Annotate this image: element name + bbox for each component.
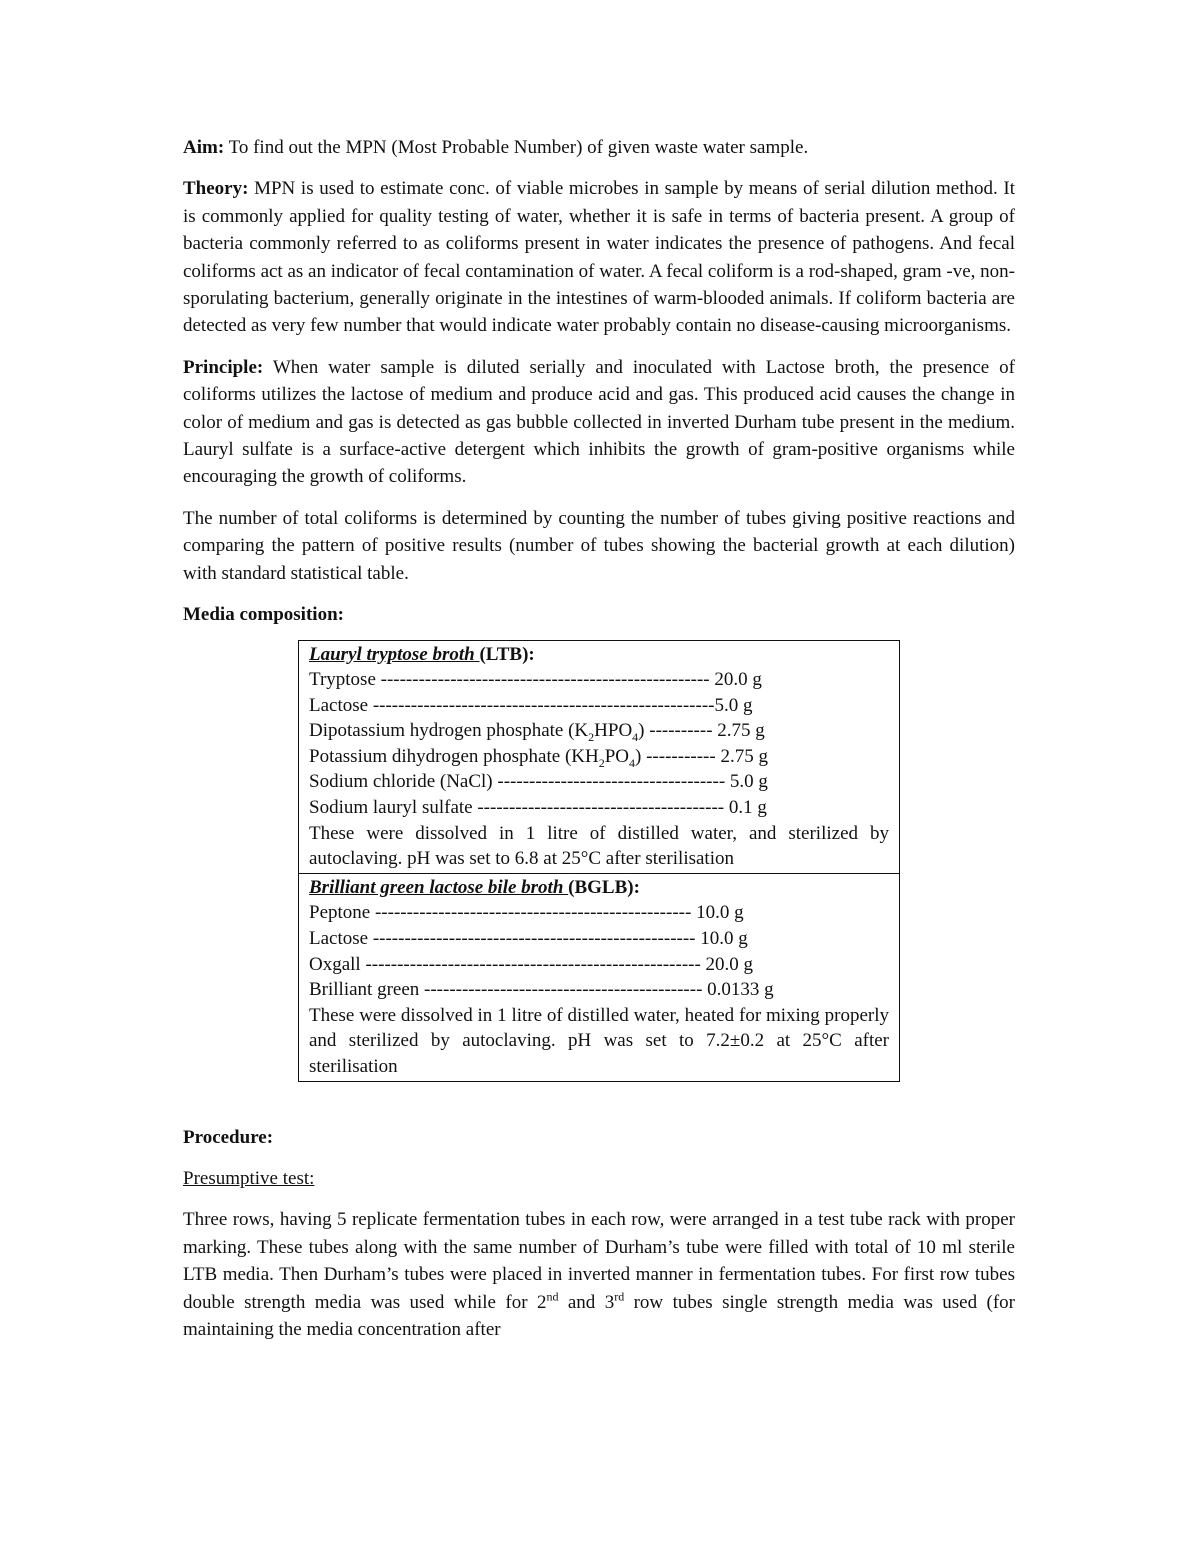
bglb-row-oxgall: Oxgall ----------------------------------------------------- 20.0 g bbox=[309, 953, 754, 975]
bglb-note: These were dissolved in 1 litre of distilled water, heated for mixing properly and sterilized by autoclaving. pH was set to 7.2±0.2 at 25°C after sterilisation bbox=[309, 1004, 889, 1077]
principle-label: Principle: bbox=[183, 356, 264, 378]
ltb-title bbox=[309, 642, 889, 668]
bglb-name: Brilliant green lactose bile broth bbox=[309, 876, 569, 898]
ltb-section bbox=[299, 641, 899, 873]
aim-label: Aim: bbox=[183, 137, 225, 158]
bglb-row-peptone: Peptone -------------------------------------------------- 10.0 g bbox=[309, 902, 744, 924]
ltb-row-dipotassium: Dipotassium hydrogen phosphate $(K_2HPO_4)$ ---------- 2.75 g bbox=[309, 720, 765, 744]
bglb-title bbox=[309, 875, 889, 901]
media-heading: Media composition: bbox=[183, 604, 344, 626]
procedure-heading: Procedure: bbox=[183, 1126, 274, 1148]
bglb-row-lactose: Lactose --------------------------------------------------- 10.0 g bbox=[309, 928, 748, 950]
aim-paragraph bbox=[183, 134, 1015, 161]
bglb-section bbox=[299, 873, 899, 1081]
ltb-abbr: (LTB): bbox=[479, 643, 535, 665]
ltb-note: These were dissolved in 1 litre of distilled water, and sterilized by autoclaving. pH was set to 6.8 at 25°C after sterilisation bbox=[309, 822, 889, 870]
principle-text: When water sample is diluted serially and inoculated with Lactose broth, the presence of coliforms utilizes the lactose of medium and produce acid and gas. This produced acid causes the change in color of medium and gas is detected as gas bubble collected in inverted Durham tube present in the medium. Lauryl sulfate is a surface-active detergent which inhibits the growth of gram-positive organisms while encouraging the growth of coliforms. bbox=[183, 356, 1015, 488]
theory-label: Theory: bbox=[183, 178, 249, 200]
document-page bbox=[183, 134, 1015, 1343]
principle-paragraph bbox=[183, 354, 1015, 491]
procedure-paragraph: Three rows, having 5 replicate fermentation tubes in each row, were arranged in a test tube rack with proper marking. These tubes along with the same number of Durham’s tube were filled with total of 10 ml sterile LTB media. Then Durham’s tubes were placed in inverted manner in fermentation tubes. For first row tubes double strength media was used while for 2nd and 3rd row tubes single strength media was used (for maintaining the media concentration after bbox=[183, 1209, 1015, 1341]
aim-text: To find out the MPN (Most Probable Number) of given waste water sample. bbox=[224, 137, 809, 158]
presumptive-test-heading: Presumptive test: bbox=[183, 1168, 315, 1189]
ltb-row-sodium-chloride: Sodium chloride (NaCl) ------------------------------------ 5.0 g bbox=[309, 771, 768, 793]
ltb-row-sodium-lauryl-sulfate: Sodium lauryl sulfate --------------------------------------- 0.1 g bbox=[309, 797, 767, 819]
ltb-name: Lauryl tryptose broth bbox=[309, 643, 480, 665]
bglb-row-brilliant-green: Brilliant green -------------------------------------------- 0.0133 g bbox=[309, 979, 774, 1001]
theory-paragraph bbox=[183, 175, 1015, 339]
coliform-count-paragraph: The number of total coliforms is determined by counting the number of tubes giving positive reactions and comparing the pattern of positive results (number of tubes showing the bacterial growth at each dilution) with standard statistical table. bbox=[183, 507, 1015, 584]
ltb-row-potassium: Potassium dihydrogen phosphate $(KH_2PO_4)$ ----------- 2.75 g bbox=[309, 745, 768, 770]
theory-text: MPN is used to estimate conc. of viable microbes in sample by means of serial dilution method. It is commonly applied for quality testing of water, whether it is safe in terms of bacteria present. A group of bacteria commonly referred to as coliforms present in water indicates the presence of pathogens. And fecal coliforms act as an indicator of fecal contamination of water. A fecal coliform is a rod-shaped, gram -ve, non-sporulating bacterium, generally originate in the intestines of warm-blooded animals. If coliform bacteria are detected as very few number that would indicate water probably contain no disease-causing microorganisms. bbox=[183, 178, 1016, 337]
ltb-row-lactose: Lactose ------------------------------------------------------5.0 g bbox=[309, 694, 753, 716]
ltb-row-tryptose: Tryptose ---------------------------------------------------- 20.0 g bbox=[309, 669, 762, 691]
bglb-abbr: (BGLB): bbox=[568, 876, 640, 898]
media-composition-table bbox=[298, 640, 900, 1082]
